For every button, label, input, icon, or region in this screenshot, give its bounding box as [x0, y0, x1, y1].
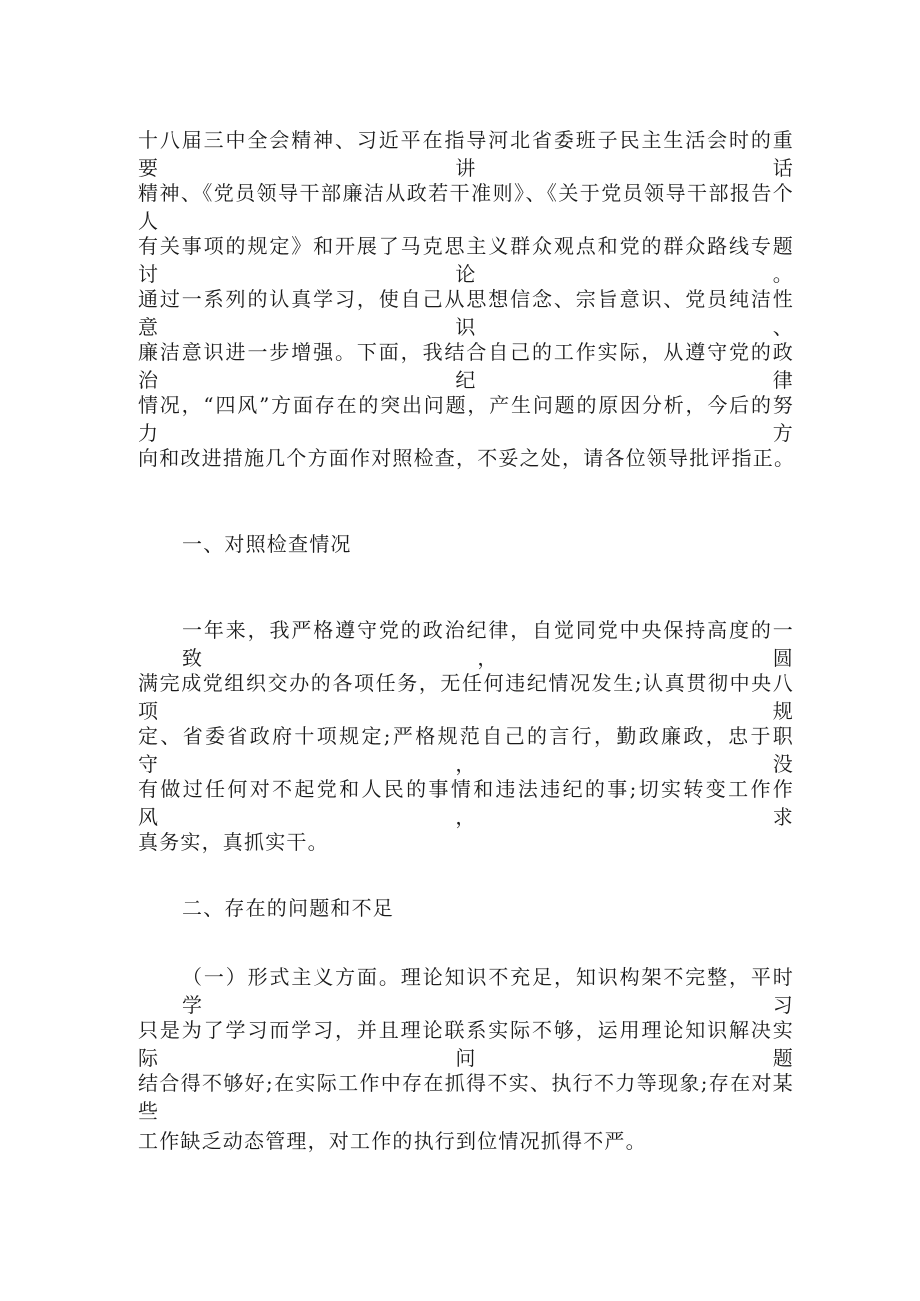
intro-line: 廉洁意识进一步增强。下面，我结合自己的工作实际，从遵守党的政治纪律 [138, 340, 794, 392]
section1-line: 满完成党组织交办的各项任务，无任何违纪情况发生;认真贯彻中央八项规 [138, 671, 794, 723]
intro-line: 十八届三中全会精神、习近平在指导河北省委班子民主生活会时的重要讲话 [138, 128, 794, 180]
section1-line: 定、省委省政府十项规定;严格规范自己的言行，勤政廉政，忠于职守，没 [138, 724, 794, 776]
intro-line: 精神、《党员领导干部廉洁从政若干准则》、《关于党员领导干部报告个人 [138, 181, 794, 233]
section1-line: 一年来，我严格遵守党的政治纪律，自觉同党中央保持高度的一致，圆 [182, 618, 794, 670]
intro-line: 有关事项的规定》和开展了马克思主义群众观点和党的群众路线专题讨论。 [138, 234, 794, 286]
intro-line: 向和改进措施几个方面作对照检查，不妥之处，请各位领导批评指正。 [138, 446, 796, 470]
section2-line: 工作缺乏动态管理，对工作的执行到位情况抓得不严。 [138, 1129, 647, 1153]
section2-line: 结合得不够好;在实际工作中存在抓得不实、执行不力等现象;存在对某些 [138, 1071, 794, 1123]
intro-line: 通过一系列的认真学习，使自己从思想信念、宗旨意识、党员纯洁性意识、 [138, 287, 794, 339]
section2-line: 只是为了学习而学习，并且理论联系实际不够，运用理论知识解决实际问题 [138, 1018, 794, 1070]
section2-line: （一）形式主义方面。理论知识不充足，知识构架不完整，平时学习 [182, 965, 794, 1017]
section1-line: 有做过任何对不起党和人民的事情和违法违纪的事;切实转变工作作风，求 [138, 777, 794, 829]
section-heading: 二、存在的问题和不足 [182, 896, 394, 920]
intro-line: 情况，“四风”方面存在的突出问题，产生问题的原因分析，今后的努力方 [138, 393, 794, 445]
section-heading: 一、对照检查情况 [182, 532, 352, 556]
section1-line: 真务实，真抓实干。 [138, 830, 329, 854]
